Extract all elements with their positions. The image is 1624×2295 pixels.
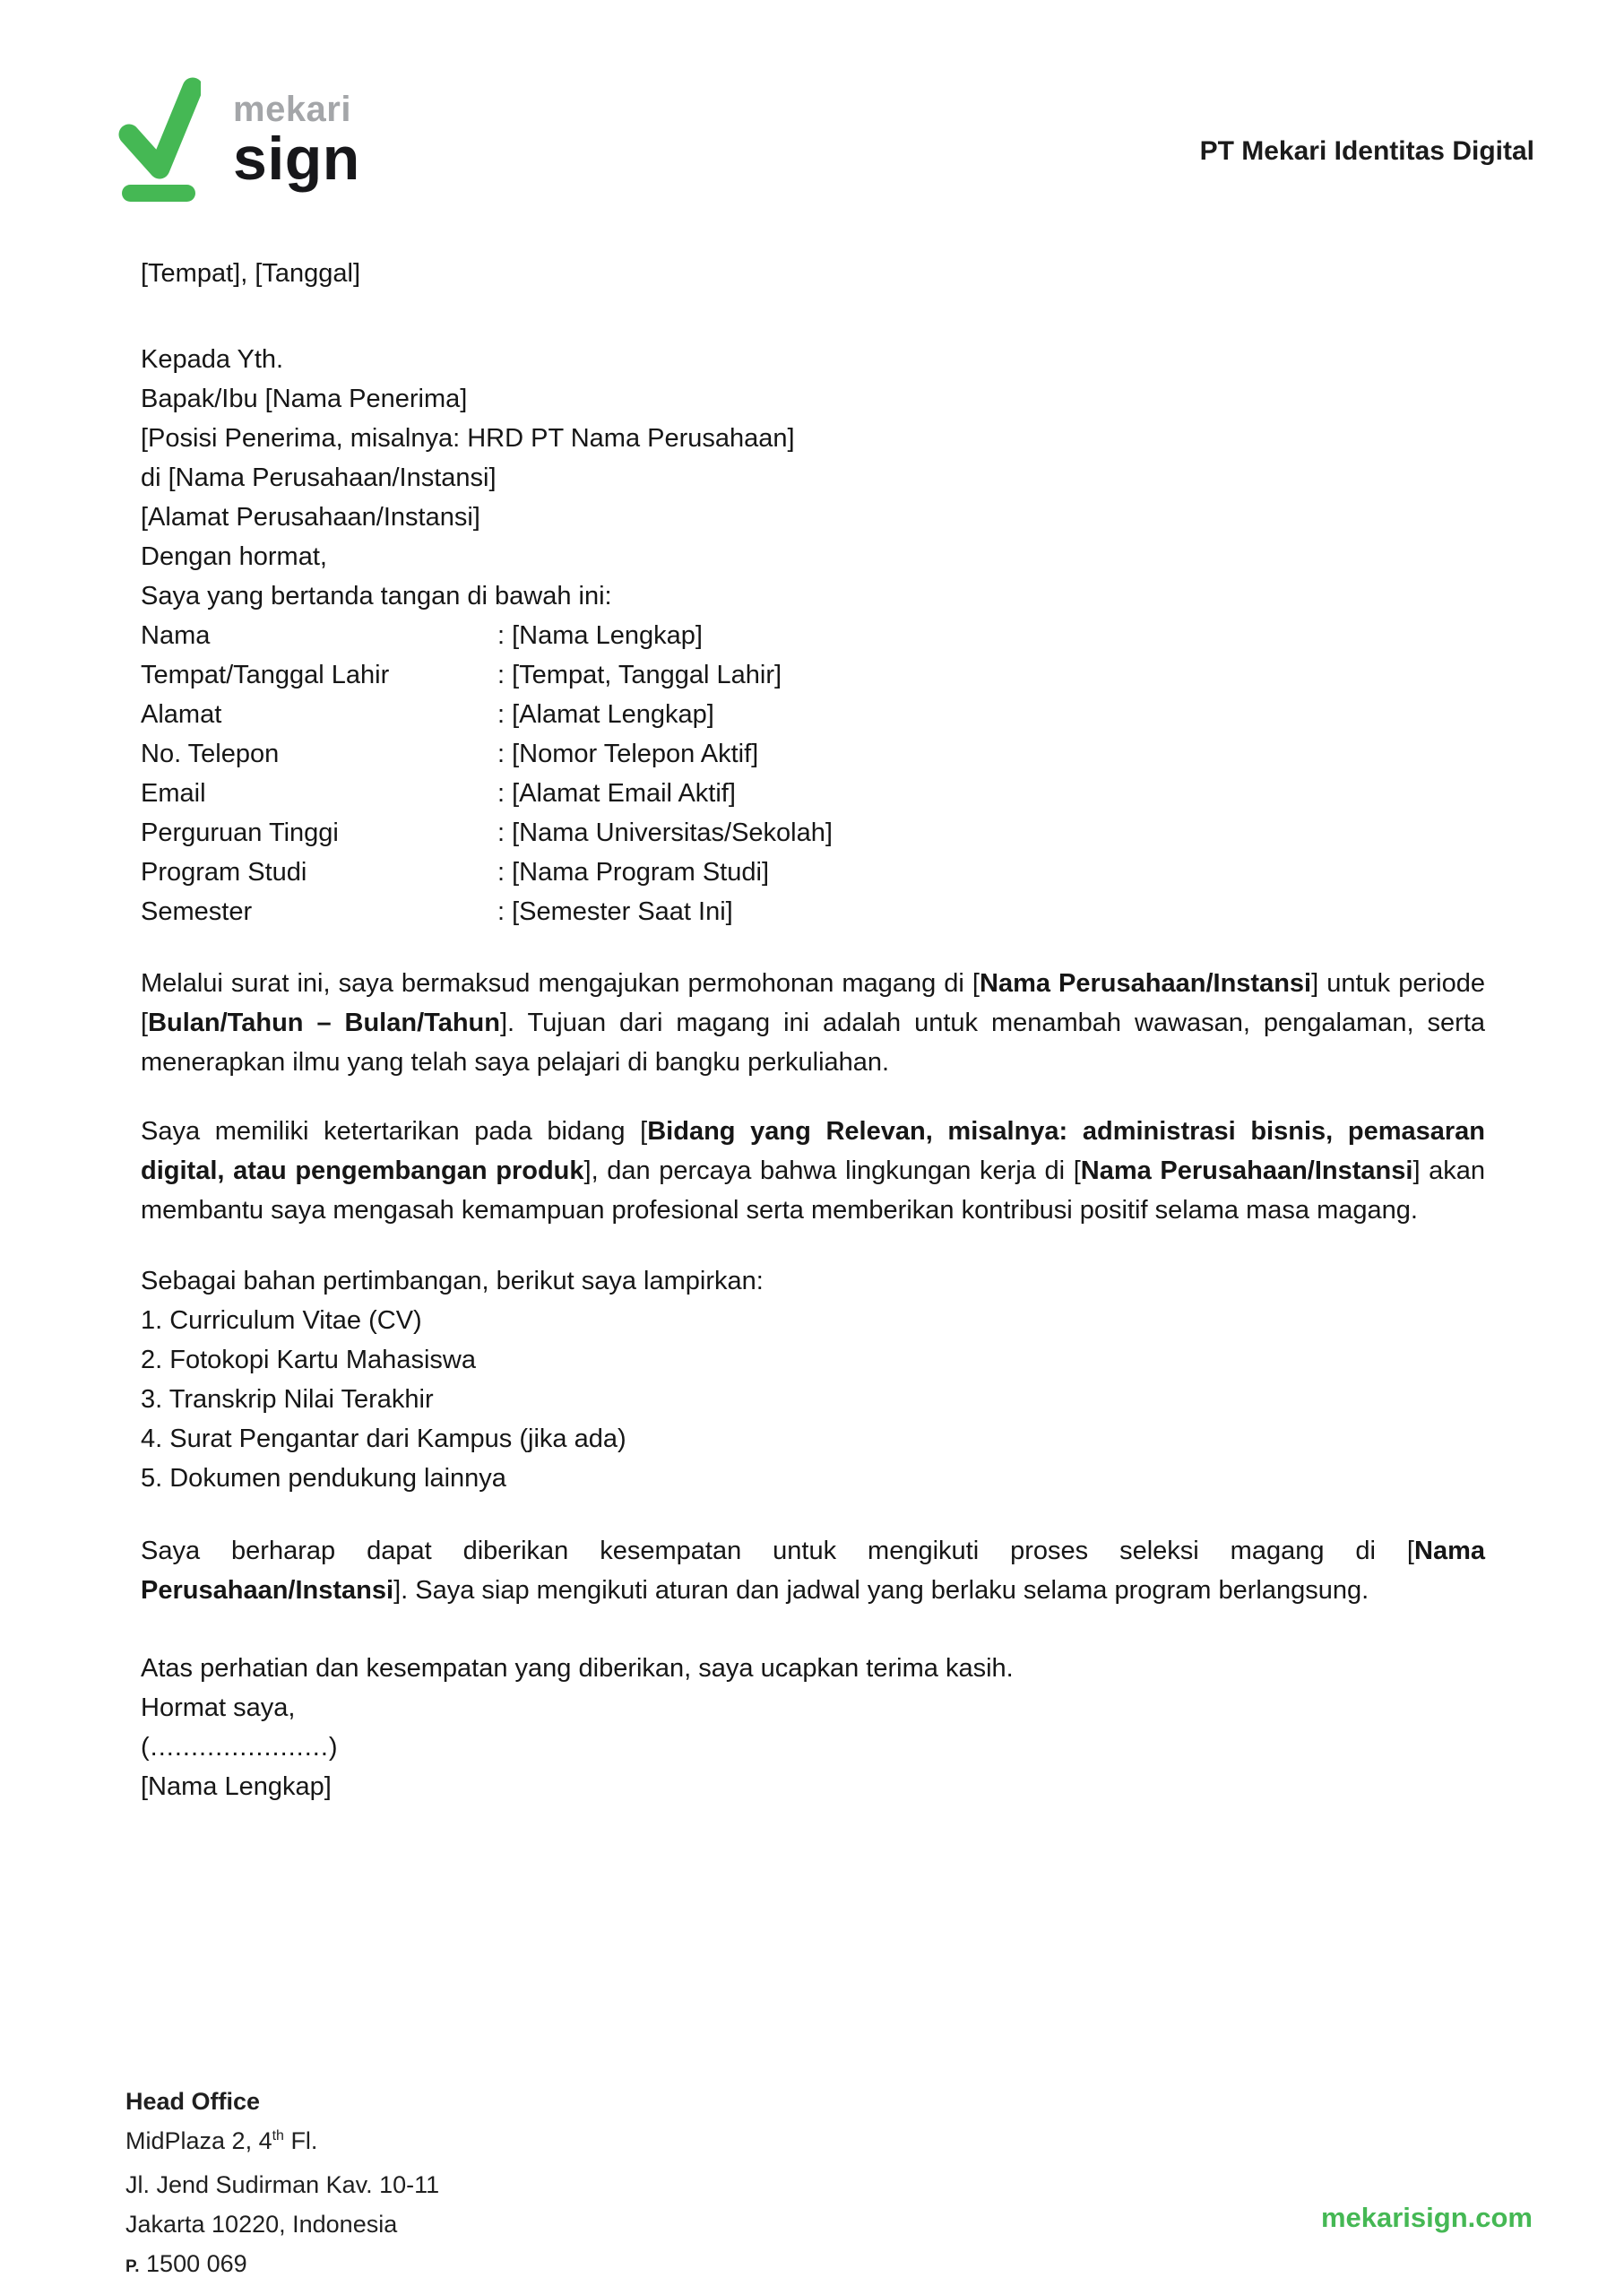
body-text: Saya berharap dapat diberikan kesempatan untuk mengikuti proses seleksi magang di [ (141, 1537, 1414, 1565)
attachments-list (141, 1301, 1485, 1498)
body-text: ]. Tujuan dari magang ini adalah untuk menambah wawasan, pengalaman, serta menerapkan ilmu yang telah saya pelajari di bangku perkuliahan. (141, 1009, 1486, 1077)
recipient-block (141, 340, 1485, 537)
field-value: : [Nama Program Studi] (497, 858, 769, 887)
field-value: : [Semester Saat Ini] (497, 897, 733, 926)
signature-placeholder: (......................) (141, 1733, 339, 1762)
field-row (141, 853, 1485, 892)
logo-wordmark (233, 75, 360, 193)
personal-data-table (141, 616, 1485, 931)
placeholder-bold-text: Bidang yang Relevan, misalnya: administrasi bisnis, pemasaran digital, atau pengembangan produk (141, 1117, 1485, 1185)
logo-word-sign: sign (233, 125, 360, 193)
field-row (141, 813, 1485, 853)
closing-line: Atas perhatian dan kesempatan yang diberikan, saya ucapkan terima kasih. (141, 1654, 1014, 1683)
placeholder-bold-text: Bulan/Tahun – Bulan/Tahun (148, 1009, 500, 1037)
signoff-line: Hormat saya, (141, 1693, 296, 1722)
body-text: ], dan percaya bahwa lingkungan kerja di [ (583, 1156, 1081, 1185)
field-label: Alamat (141, 700, 222, 729)
recipient-line: [Posisi Penerima, misalnya: HRD PT Nama Perusahaan] (141, 424, 795, 453)
phone-line (125, 2244, 439, 2287)
salutation-line: Dengan hormat, (141, 542, 327, 571)
field-row (141, 774, 1485, 813)
field-value: : [Tempat, Tanggal Lahir] (497, 661, 782, 689)
field-row (141, 616, 1485, 655)
field-label: Program Studi (141, 858, 307, 887)
field-value: : [Nama Universitas/Sekolah] (497, 818, 833, 847)
intro-line: Saya yang bertanda tangan di bawah ini: (141, 582, 612, 611)
body-text: ]. Saya siap mengikuti aturan dan jadwal yang berlaku selama program berlangsung. (393, 1576, 1369, 1605)
field-row (141, 655, 1485, 695)
address-floor: Fl. (283, 2127, 318, 2154)
place-date-line: [Tempat], [Tanggal] (141, 259, 361, 288)
field-row (141, 695, 1485, 734)
paragraph-hope (141, 1531, 1485, 1610)
attachment-item: 1. Curriculum Vitae (CV) (141, 1306, 422, 1335)
website-link[interactable]: mekarisign.com (1320, 2202, 1533, 2233)
recipient-line: Kepada Yth. (141, 345, 284, 374)
placeholder-bold-text: Nama Perusahaan/Instansi (141, 1537, 1485, 1605)
field-value: : [Alamat Email Aktif] (497, 779, 736, 808)
field-label: Perguruan Tinggi (141, 818, 339, 847)
attachment-item: 4. Surat Pengantar dari Kampus (jika ada) (141, 1425, 626, 1453)
mekari-sign-logo (118, 75, 360, 210)
field-value: : [Nama Lengkap] (497, 621, 703, 650)
signature-name: [Nama Lengkap] (141, 1772, 332, 1801)
ordinal-superscript: th (272, 2128, 284, 2143)
attachment-item: 3. Transkrip Nilai Terakhir (141, 1385, 434, 1414)
paragraph-purpose (141, 964, 1485, 1082)
address-building: MidPlaza 2, 4 (125, 2127, 272, 2154)
field-label: Semester (141, 897, 253, 926)
address-line-2: Jl. Jend Sudirman Kav. 10-11 (125, 2171, 440, 2198)
letterhead-footer (125, 2082, 439, 2287)
address-line-1 (125, 2121, 439, 2165)
field-row (141, 734, 1485, 774)
body-text: Melalui surat ini, saya bermaksud mengajukan permohonan magang di [ (141, 969, 980, 998)
address-line-3: Jakarta 10220, Indonesia (125, 2211, 398, 2238)
recipient-line: Bapak/Ibu [Nama Penerima] (141, 385, 468, 413)
attachment-item: 5. Dokumen pendukung lainnya (141, 1464, 506, 1493)
recipient-line: [Alamat Perusahaan/Instansi] (141, 503, 480, 532)
placeholder-bold-text: Nama Perusahaan/Instansi (1080, 1156, 1413, 1185)
field-value: : [Alamat Lengkap] (497, 700, 714, 729)
company-name: PT Mekari Identitas Digital (1199, 136, 1534, 166)
paragraph-interest (141, 1112, 1485, 1230)
field-label: Email (141, 779, 206, 808)
recipient-line: di [Nama Perusahaan/Instansi] (141, 463, 497, 492)
letter-body (141, 254, 1485, 1806)
body-text: ] untuk periode [ (141, 969, 1485, 1037)
field-label: No. Telepon (141, 740, 280, 768)
phone-number: 1500 069 (146, 2250, 247, 2277)
field-label: Nama (141, 621, 211, 650)
field-value: : [Nomor Telepon Aktif] (497, 740, 759, 768)
logo-word-mekari: mekari (233, 90, 351, 129)
head-office-label: Head Office (125, 2088, 261, 2115)
checkmark-icon (118, 75, 201, 210)
body-text: ] akan membantu saya mengasah kemampuan profesional serta memberikan kontribusi positif selama masa magang. (141, 1156, 1486, 1225)
attachment-item: 2. Fotokopi Kartu Mahasiswa (141, 1346, 476, 1374)
field-row (141, 892, 1485, 931)
placeholder-bold-text: Nama Perusahaan/Instansi (980, 969, 1312, 998)
attachments-intro-line: Sebagai bahan pertimbangan, berikut saya lampirkan: (141, 1267, 764, 1295)
field-label: Tempat/Tanggal Lahir (141, 661, 390, 689)
body-text: Saya memiliki ketertarikan pada bidang [ (141, 1117, 648, 1146)
phone-label: P. (125, 2257, 140, 2276)
